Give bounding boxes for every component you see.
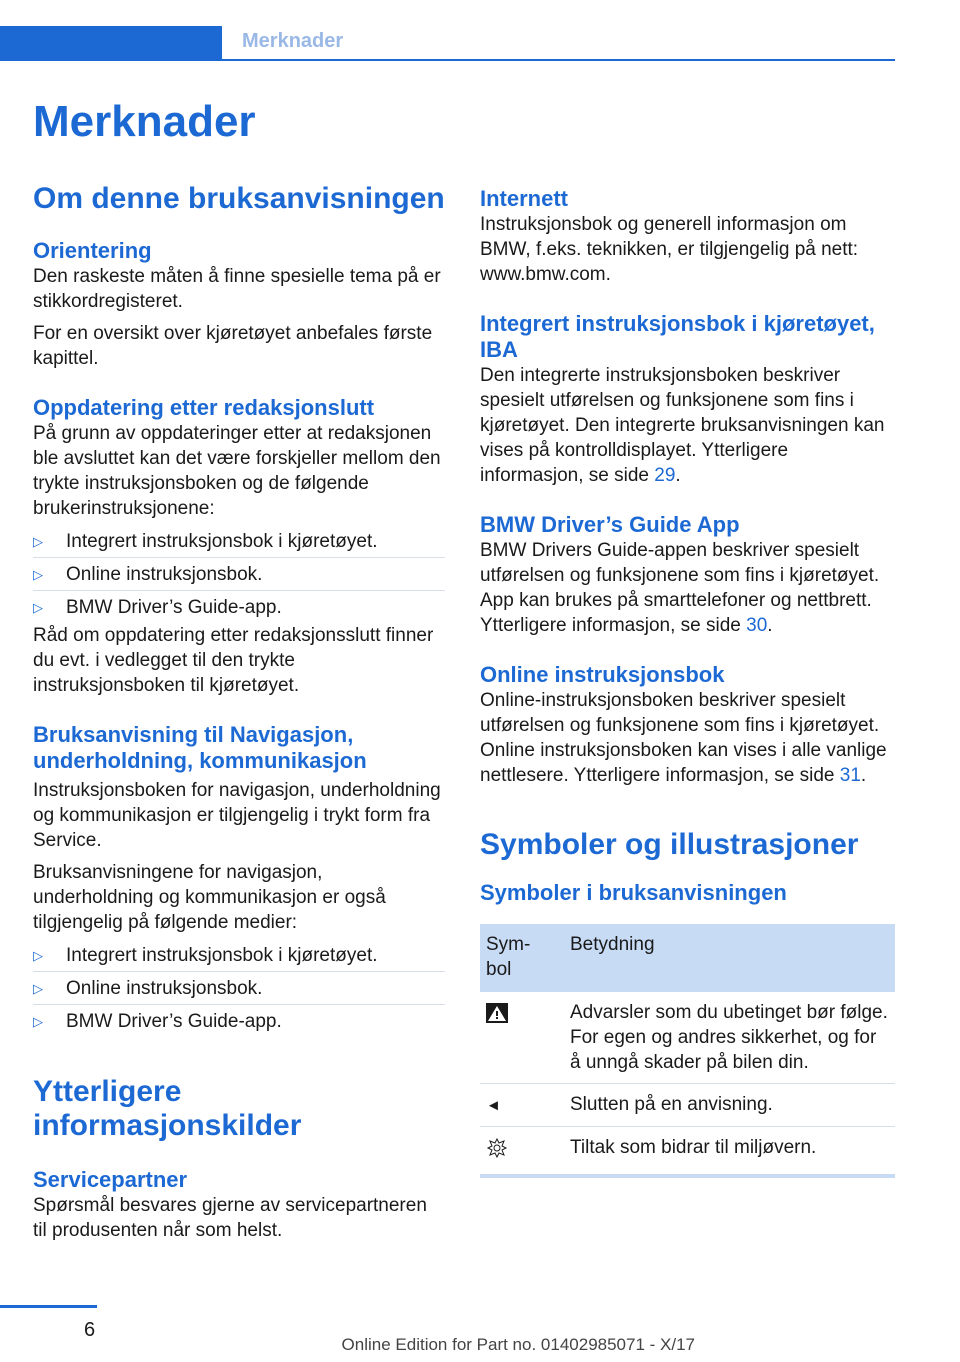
- section-title-om-bruksanvisningen: Om denne bruksanvisningen: [33, 182, 445, 215]
- paragraph: Den raskeste måten å finne spesielle tema på er stikkordregisteret.: [33, 266, 441, 312]
- list-item: ▷ Integrert instruksjonsbok i kjøretøyet.: [33, 525, 445, 558]
- paragraph: For en oversikt over kjøretøyet anbefales første kapittel.: [33, 323, 433, 369]
- subsection-title-orientering: Orientering: [33, 238, 152, 263]
- list-item: ▷ Online instruksjonsbok.: [33, 558, 445, 591]
- list-item: ▷ BMW Driver’s Guide-app.: [33, 597, 282, 618]
- paragraph: Instruksjonsboken for navigasjon, underholdning og kommunikasjon er tilgjengelig i trykt form fra Service.: [33, 780, 441, 851]
- page-link[interactable]: 29: [654, 465, 676, 486]
- page-title: Merknader: [33, 97, 256, 146]
- footer-edition: Online Edition for Part no. 01402985071 - X/17: [341, 1335, 695, 1354]
- list-item: ▷ Online instruksjonsbok.: [33, 972, 445, 1005]
- section-title-ytterligere: Ytterligere informasjonskilder: [33, 1075, 302, 1142]
- triangle-bullet-icon: ▷: [33, 1014, 43, 1029]
- section-title-symboler: Symboler og illustrasjoner: [480, 828, 859, 861]
- subsection-title-bruksanvisning: Bruksanvisning til Navigasjon, underholdning, kommunikasjon: [33, 722, 367, 773]
- left-column: [33, 182, 445, 1243]
- table-cell: Advarsler som du ubetinget bør følge. For egen og andres sikkerhet, og for å unngå skader på bilen din.: [564, 992, 895, 1084]
- running-header: Merknader: [242, 30, 344, 52]
- header-accent-bar: [0, 26, 222, 61]
- table-cell: Tiltak som bidrar til miljøvern.: [564, 1127, 895, 1177]
- paragraph: BMW Drivers Guide-appen beskriver spesielt utførelsen og funksjonene som fins i kjøretøyet. App kan brukes på smarttelefoner og nettbrett. Ytterligere informasjon, se side 30.: [480, 540, 880, 636]
- symbol-table: [480, 924, 895, 1178]
- right-column: [480, 186, 892, 1178]
- paragraph: Bruksanvisningene for navigasjon, underholdning og kommunikasjon er også tilgjengelig på følgende medier:: [33, 862, 386, 933]
- triangle-bullet-icon: ▷: [33, 948, 43, 963]
- table-row: [480, 1084, 895, 1127]
- footer-rule: [0, 1305, 97, 1308]
- table-row: [480, 992, 895, 1084]
- subsection-title-oppdatering: Oppdatering etter redaksjonslutt: [33, 395, 375, 420]
- paragraph: Instruksjonsbok og generell informasjon om BMW, f.eks. teknikken, er tilgjengelig på nett: www.bmw.com.: [480, 214, 859, 285]
- subsection-title-servicepartner: Servicepartner: [33, 1167, 188, 1192]
- paragraph: Den integrerte instruksjonsboken beskriver spesielt utførelsen og funksjonene som fins i kjøretøyet. Den integrerte bruksanvisningen kan vises på kontrolldisplayet. Ytterligere informasjon, se side 29.: [480, 365, 885, 486]
- table-header-row: [480, 924, 895, 992]
- column-header-meaning: Betydning: [564, 924, 895, 992]
- page-number: 6: [84, 1319, 96, 1341]
- environment-icon: [486, 1137, 508, 1159]
- subsection-title-iba: Integrert instruksjonsbok i kjøretøyet, IBA: [480, 311, 875, 362]
- subsection-title-online: Online instruksjonsbok: [480, 662, 725, 687]
- triangle-bullet-icon: ▷: [33, 600, 43, 615]
- triangle-bullet-icon: ▷: [33, 567, 43, 582]
- bullet-list: [33, 939, 445, 1037]
- paragraph: Råd om oppdatering etter redaksjonsslutt finner du evt. i vedlegget til den trykte instruksjonsboken til kjøretøyet.: [33, 625, 434, 696]
- page-link[interactable]: 31: [839, 765, 861, 786]
- paragraph: På grunn av oppdateringer etter at redaksjonen ble avsluttet kan det være forskjeller mellom den trykte instruksjonsboken og de følgende brukerinstruksjonene:: [33, 423, 441, 519]
- end-marker-icon: ◄: [486, 1097, 501, 1114]
- page-link[interactable]: 30: [746, 615, 768, 636]
- triangle-bullet-icon: ▷: [33, 981, 43, 996]
- bullet-list: [33, 525, 445, 623]
- paragraph: Spørsmål besvares gjerne av servicepartneren til produsenten når som helst.: [33, 1195, 427, 1241]
- table-row: [480, 1127, 895, 1177]
- subsection-title-internett: Internett: [480, 186, 568, 211]
- subsection-title-symboler: Symboler i bruksanvisningen: [480, 880, 787, 905]
- column-header-symbol: Sym- bol: [480, 924, 564, 992]
- list-item: ▷ BMW Driver’s Guide-app.: [33, 1011, 282, 1032]
- table-cell: Slutten på en anvisning.: [564, 1084, 895, 1127]
- header-rule: [222, 59, 895, 61]
- subsection-title-app: BMW Driver’s Guide App: [480, 512, 740, 537]
- paragraph: Online-instruksjonsboken beskriver spesielt utførelsen og funksjonene som fins i kjøretøyet. Online instruksjonsboken kan vises i alle vanlige nettlesere. Ytterligere informasjon, se side 31.: [480, 690, 887, 786]
- list-item: ▷ Integrert instruksjonsbok i kjøretøyet.: [33, 939, 445, 972]
- warning-triangle-icon: [486, 1003, 508, 1023]
- triangle-bullet-icon: ▷: [33, 534, 43, 549]
